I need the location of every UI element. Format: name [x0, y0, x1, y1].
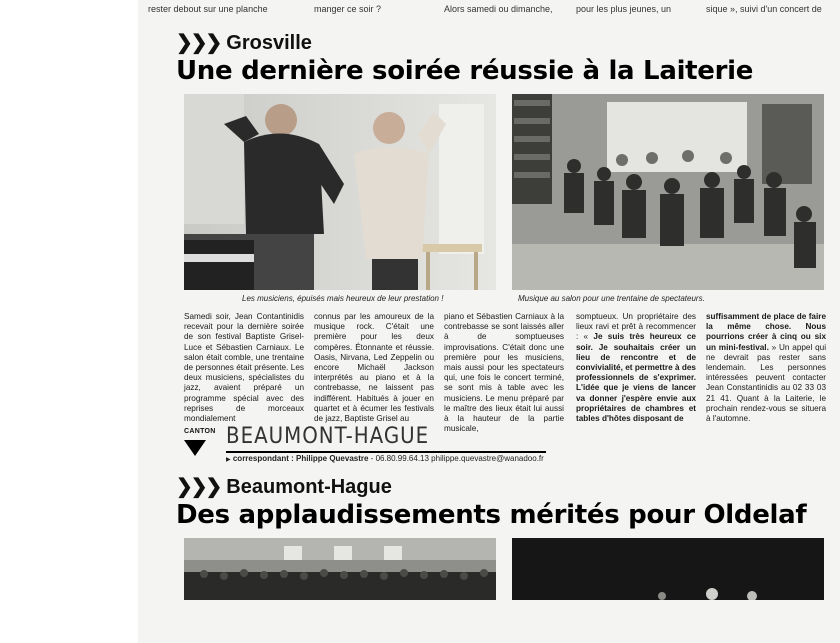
article1-column-5-quote: suffisamment de place de faire la même chose. Nous pourrions créer à cinq ou six un mini-festival.: [706, 312, 826, 352]
correspondent-name: correspondant : Philippe Quevastre: [232, 454, 369, 463]
article2-headline: Des applaudissements mérités pour Oldelaf: [176, 500, 807, 530]
concert-hall-photo: [184, 538, 496, 600]
article1-column-4: [576, 312, 696, 424]
audience-photo: [512, 94, 824, 290]
chevrons-icon: ❯❯❯: [176, 476, 221, 498]
article2-kicker: [176, 474, 392, 499]
article1-column-2: connus par les amoureux de la musique rock. C'était une première pour les deux compères. Étonnante et réussie. Oasis, Nirvana, Led Zeppelin ou encore Michaël Jackson interprétés au piano et à la contrebasse, ne laissent pas indifférent. Habitués à jouer en quartet et à écumer les festivals de jazz, Baptiste Grisel au: [314, 312, 434, 424]
article1-kicker: [176, 30, 312, 55]
canton-label: CANTON: [184, 428, 216, 435]
article2-kicker-text: Beaumont-Hague: [226, 476, 392, 498]
musicians-photo-image: [184, 94, 496, 290]
prev-article-fragment-2: manger ce soir ?: [314, 4, 382, 14]
article1-headline: Une dernière soirée réussie à la Laiterie: [176, 56, 754, 86]
musicians-photo: [184, 94, 496, 290]
canton-rule: [226, 451, 546, 453]
photo-right-caption: Musique au salon pour une trentaine de spectateurs.: [518, 294, 705, 303]
correspondent-details: - 06.80.99.64.13 philippe.quevastre@wanadoo.fr: [368, 454, 544, 463]
article1-column-4-quote: Je suis très heureux ce soir. Je souhaitais créer un lieu de rencontre et de convivialité, et permettre à des professionnels de s'exprimer. L'idée que je viens de lancer va donner j'espère envie aux propriétaires de chambres et tables d'hôtes disposant de: [576, 332, 696, 424]
newspaper-page: [138, 0, 840, 643]
arrow-icon: ▶: [226, 457, 231, 463]
article1-column-5: [706, 312, 826, 424]
article1-kicker-text: Grosville: [226, 32, 312, 54]
prev-article-fragment-5: sique », suivi d'un concert de: [706, 4, 822, 14]
prev-article-fragment-1: rester debout sur une planche: [148, 4, 268, 14]
prev-article-fragment-4: pour les plus jeunes, un: [576, 4, 672, 14]
chevrons-icon: ❯❯❯: [176, 32, 221, 54]
audience-photo-image: [512, 94, 824, 290]
concert-hall-photo-image: [184, 538, 496, 600]
canton-triangle-icon: [184, 440, 206, 456]
article1-column-5-text: » Un appel qui ne devrait pas rester sans lendemain. Les personnes intéressées peuvent contacter Jean Constantinidis au 02 33 03 21 41. Quant à la Laiterie, le prochain rendez-vous se situera à l'automne.: [706, 342, 827, 424]
article1-column-4-text: somptueux. Un propriétaire des lieux ravi et prêt à recommencer : «: [576, 312, 696, 342]
article1-column-1: Samedi soir, Jean Contantinidis recevait pour la dernière soirée de son festival Baptiste Grisel-Luce et Sébastien Carniaux. Le salon était comble, une trentaine de personnes était présente. Les deux musiciens, spécialistes du jazz, avaient préparé un programme spécial avec des reprises de morceaux mondialement: [184, 312, 304, 424]
correspondent-line: [226, 454, 544, 463]
article1-column-3: piano et Sébastien Carniaux à la contrebasse se sont laissés aller à de somptueuses improvisations. C'était donc une première pour les musiciens, mais aussi pour les spectateurs qui, une fois le concert terminé, se sont mis à table avec les musiciens. Le menu préparé par le maître des lieux était lui aussi à la hauteur de la partie musicale,: [444, 312, 564, 434]
prev-article-fragment-3: Alors samedi ou dimanche,: [444, 4, 553, 14]
photo-left-caption: Les musiciens, épuisés mais heureux de leur prestation !: [242, 294, 444, 303]
canton-name: BEAUMONT-HAGUE: [226, 424, 430, 449]
stage-photo-image: [512, 538, 824, 600]
stage-photo: [512, 538, 824, 600]
